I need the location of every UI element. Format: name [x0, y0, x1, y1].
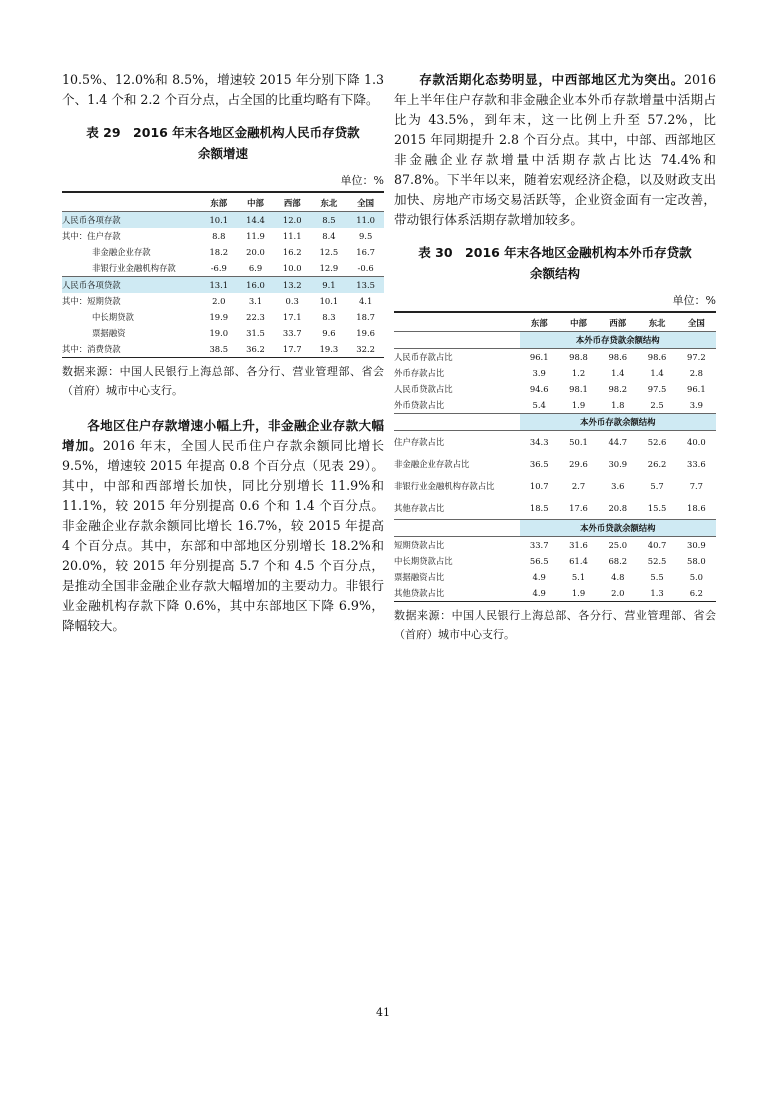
row-label: 其中：住户存款 [62, 231, 121, 241]
table30-header-cell: 东部 [530, 318, 548, 328]
cell: 38.5 [209, 344, 229, 354]
cell: 20.8 [608, 503, 628, 513]
cell: 17.1 [282, 312, 302, 322]
row-label: 票据融资 [92, 328, 126, 338]
cell: 5.7 [650, 481, 664, 491]
cell: -0.6 [357, 263, 374, 273]
cell: 3.9 [532, 368, 546, 378]
paragraph-body: 2016 年末，全国人民币住户存款余额同比增长 9.5%，增速较 2015 年提高 0.8 个百分点（见表 29）。其中，中部和西部增长加快，同比分别增长 11.9%和 11.1%，较 2015 年分别提高 0.6 个和 1.4 个百分点。非金融企业存款余额同比增长 16.7%，较 2015 年提高 4 个百分点。其中，东部和中部地区分别增长 18.2%和 20.0%，较 2015 年分别提高 5.7 个和 4.5 个百分点，是推动全国非金融企业存款大幅增加的主要动力。非银行业金融机构存款下降 0.6%，其中东部地区下降 6.9%，降幅较大。 [62, 438, 385, 633]
cell: 33.7 [282, 328, 302, 338]
section-title: 本外币贷款余额结构 [520, 520, 716, 537]
cell: 1.4 [611, 368, 625, 378]
table29-header-cell: 中部 [247, 198, 264, 208]
cell: 96.1 [687, 384, 706, 394]
cell: 3.9 [689, 400, 704, 410]
table29-header-cell: 西部 [283, 198, 301, 208]
cell: 98.6 [608, 352, 628, 362]
table30-source: 数据来源：中国人民银行上海总部、各分行、营业管理部、省会（首府）城市中心支行。 [394, 609, 716, 641]
section-header-row [394, 332, 716, 349]
cell: 22.3 [246, 312, 265, 322]
table-row [62, 277, 384, 294]
table-row [394, 381, 716, 397]
row-label: 短期贷款占比 [394, 540, 445, 550]
row-label: 非银行业金融机构存款 [92, 263, 176, 273]
cell: 61.4 [569, 556, 588, 566]
cell: 18.7 [356, 312, 375, 322]
cell: 13.1 [200, 277, 237, 294]
table30-unit: 单位：% [672, 294, 716, 307]
cell: 8.8 [212, 231, 226, 241]
table-row [394, 397, 716, 414]
cell: 20.0 [246, 247, 265, 257]
cell: 97.5 [647, 384, 667, 394]
section-title: 本外币存贷款余额结构 [520, 332, 716, 349]
section-spacer [394, 520, 520, 537]
cell: 31.6 [569, 540, 588, 550]
left-paragraph-1: 10.5%、12.0%和 8.5%，增速较 2015 年分别下降 1.3 个、1.4 个和 2.2 个百分点，占全国的比重均略有下降。 [62, 72, 384, 107]
table-row [394, 453, 716, 475]
cell: 36.5 [529, 459, 549, 469]
row-label: 外币贷款占比 [394, 400, 445, 410]
cell: 2.7 [571, 481, 586, 491]
table29-header-cell: 东部 [210, 198, 228, 208]
cell: 25.0 [608, 540, 628, 550]
cell: 6.9 [248, 263, 263, 273]
cell: 36.2 [246, 344, 265, 354]
cell: 18.5 [529, 503, 549, 513]
cell: 52.6 [647, 437, 667, 447]
cell: 5.4 [532, 400, 546, 410]
right-column [394, 70, 716, 644]
table29-caption-line1: 表 29 2016 年末各地区金融机构人民币存贷款 [86, 125, 360, 140]
cell: 40.0 [687, 437, 706, 447]
cell: 11.9 [246, 231, 265, 241]
cell: 33.7 [529, 540, 549, 550]
paragraph-lead: 各地区住户存款增速小幅上升，非金融企业存款大幅增加。 [62, 418, 384, 453]
cell: 15.5 [647, 503, 667, 513]
table-row [394, 431, 716, 454]
cell: 19.3 [319, 344, 339, 354]
table29-caption [62, 122, 384, 164]
table30-header-cell: 西部 [609, 318, 627, 328]
section-header-row [394, 414, 716, 431]
cell: -6.9 [210, 263, 227, 273]
cell: 2.0 [212, 296, 226, 306]
cell: 44.7 [608, 437, 628, 447]
cell: 5.0 [689, 572, 704, 582]
cell: 1.2 [571, 368, 586, 378]
row-label: 其中：消费贷款 [62, 344, 121, 354]
cell: 14.4 [237, 212, 274, 229]
cell: 16.2 [282, 247, 302, 257]
table30 [394, 311, 716, 602]
cell: 0.3 [285, 296, 299, 306]
cell: 98.8 [569, 352, 588, 362]
cell: 6.2 [689, 588, 704, 598]
row-label: 票据融资占比 [394, 572, 445, 582]
cell: 3.6 [611, 481, 625, 491]
paragraph-lead: 存款活期化态势明显，中西部地区尤为突出。 [419, 72, 684, 87]
table29-header-cell [62, 192, 200, 212]
cell: 5.1 [571, 572, 586, 582]
table-row [62, 325, 384, 341]
cell: 98.1 [569, 384, 588, 394]
cell: 29.6 [569, 459, 588, 469]
cell: 1.9 [571, 400, 586, 410]
cell: 8.3 [322, 312, 336, 322]
cell: 10.7 [529, 481, 549, 491]
table30-caption [394, 242, 716, 284]
cell: 30.9 [687, 540, 706, 550]
table30-caption-line2: 余额结构 [529, 266, 580, 281]
cell: 31.5 [246, 328, 265, 338]
cell: 12.5 [319, 247, 339, 257]
cell: 94.6 [529, 384, 549, 394]
cell: 1.3 [650, 588, 664, 598]
cell: 4.9 [532, 572, 546, 582]
table29 [62, 191, 384, 358]
table-row [394, 585, 716, 602]
table-row [62, 212, 384, 229]
row-label: 外币存款占比 [394, 368, 445, 378]
table29-header-cell: 东北 [320, 198, 338, 208]
table-row [62, 341, 384, 358]
cell: 19.0 [209, 328, 229, 338]
row-label: 人民币各项存款 [62, 212, 200, 229]
cell: 3.1 [248, 296, 263, 306]
left-paragraph-2 [62, 416, 384, 636]
cell: 2.5 [650, 400, 664, 410]
cell: 18.2 [209, 247, 229, 257]
cell: 13.2 [274, 277, 311, 294]
cell: 52.5 [647, 556, 667, 566]
cell: 12.0 [274, 212, 311, 229]
cell: 56.5 [529, 556, 549, 566]
cell: 1.9 [571, 588, 586, 598]
cell: 40.7 [647, 540, 667, 550]
cell: 4.1 [358, 296, 373, 306]
cell: 1.8 [611, 400, 625, 410]
cell: 17.6 [569, 503, 588, 513]
table30-header-cell: 东北 [648, 318, 666, 328]
cell: 2.8 [689, 368, 704, 378]
row-label: 非银行业金融机构存款占比 [394, 481, 495, 491]
table-row [394, 569, 716, 585]
table-row [62, 309, 384, 325]
row-label: 中长期贷款 [92, 312, 134, 322]
cell: 10.0 [282, 263, 302, 273]
cell: 33.6 [687, 459, 706, 469]
cell: 17.7 [282, 344, 302, 354]
right-paragraph-1 [394, 70, 716, 230]
table-row [394, 537, 716, 554]
table-row [394, 497, 716, 520]
table29-header-cell: 全国 [357, 198, 374, 208]
cell: 2.0 [611, 588, 625, 598]
cell: 19.6 [356, 328, 375, 338]
row-label: 其他存款占比 [394, 503, 445, 513]
section-spacer [394, 414, 520, 431]
cell: 1.4 [650, 368, 664, 378]
cell: 26.2 [647, 459, 667, 469]
cell: 8.5 [311, 212, 348, 229]
table30-header-cell [394, 312, 520, 332]
table29-caption-line2: 余额增速 [197, 146, 248, 161]
paragraph-body: 2016 年上半年住户存款和非金融企业本外币存款增量中活期占比为 43.5%，到年末，这一比例上升至 57.2%，比 2015 年同期提升 2.8 个百分点。其中，中部、西部地区非金融企业存款增量中活期存款占比达 74.4%和 87.8%。下半年以来，随着宏观经济企稳，以及财政支出加快、房地产市场交易活跃等，企业资金面有一定改善，带动银行体系活期存款增加较多。 [394, 72, 716, 227]
cell: 12.9 [319, 263, 339, 273]
cell: 13.5 [347, 277, 384, 294]
section-spacer [394, 332, 520, 349]
cell: 50.1 [569, 437, 588, 447]
cell: 9.5 [358, 231, 373, 241]
cell: 4.8 [611, 572, 625, 582]
cell: 34.3 [529, 437, 549, 447]
cell: 19.9 [209, 312, 229, 322]
cell: 9.6 [322, 328, 336, 338]
table-row [394, 349, 716, 366]
table-row [62, 260, 384, 277]
row-label: 住户存款占比 [394, 437, 445, 447]
table30-header-cell: 中部 [570, 318, 587, 328]
cell: 10.1 [200, 212, 237, 229]
table-row [394, 365, 716, 381]
left-column [62, 70, 384, 636]
section-title: 本外币存款余额结构 [520, 414, 716, 431]
table-row [62, 228, 384, 244]
table-row [62, 293, 384, 309]
cell: 32.2 [356, 344, 375, 354]
cell: 8.4 [322, 231, 336, 241]
page-number: 41 [376, 1006, 390, 1019]
cell: 5.5 [650, 572, 664, 582]
table29-unit: 单位：% [340, 174, 384, 187]
table-row [62, 244, 384, 260]
row-label: 非金融企业存款 [92, 247, 151, 257]
section-header-row [394, 520, 716, 537]
cell: 9.1 [311, 277, 348, 294]
row-label: 中长期贷款占比 [394, 556, 453, 566]
cell: 96.1 [529, 352, 549, 362]
row-label: 人民币存款占比 [394, 352, 453, 362]
cell: 16.7 [356, 247, 375, 257]
row-label: 其中：短期贷款 [62, 296, 121, 306]
cell: 7.7 [689, 481, 704, 491]
cell: 4.9 [532, 588, 546, 598]
row-label: 非金融企业存款占比 [394, 459, 470, 469]
table29-source: 数据来源：中国人民银行上海总部、各分行、营业管理部、省会（首府）城市中心支行。 [62, 365, 384, 397]
cell: 10.1 [319, 296, 339, 306]
cell: 11.0 [347, 212, 384, 229]
table30-header-cell: 全国 [687, 318, 705, 328]
cell: 30.9 [608, 459, 628, 469]
row-label: 人民币各项贷款 [62, 277, 200, 294]
cell: 98.2 [608, 384, 628, 394]
cell: 98.6 [647, 352, 667, 362]
cell: 97.2 [687, 352, 706, 362]
cell: 18.6 [687, 503, 706, 513]
cell: 16.0 [237, 277, 274, 294]
table-row [394, 475, 716, 497]
row-label: 其他贷款占比 [394, 588, 445, 598]
cell: 68.2 [608, 556, 628, 566]
table-row [394, 553, 716, 569]
cell: 11.1 [282, 231, 302, 241]
row-label: 人民币贷款占比 [394, 384, 453, 394]
cell: 58.0 [687, 556, 706, 566]
table30-caption-line1: 表 30 2016 年末各地区金融机构本外币存贷款 [418, 245, 692, 260]
